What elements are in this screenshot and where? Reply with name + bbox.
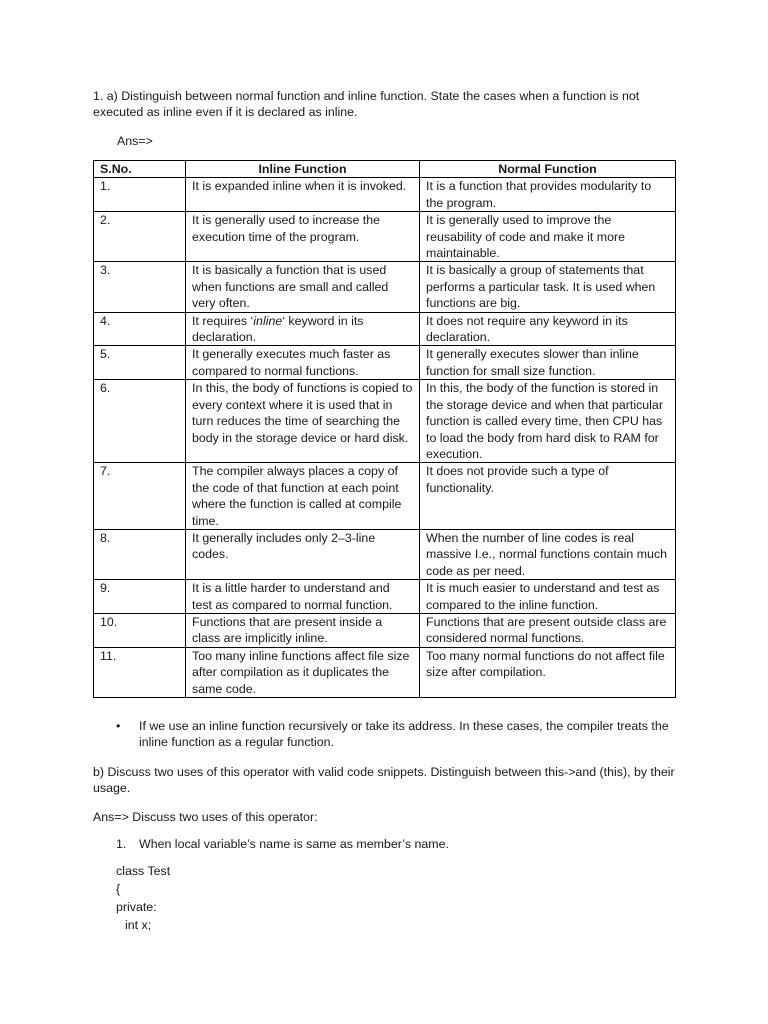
cell-inline: Too many inline functions affect file size after compilation as it duplicates the same code. [186,647,420,697]
item-number: 1. [116,837,127,851]
cell-sno: 6. [94,380,186,463]
cell-sno: 9. [94,580,186,614]
inline-text-post: ‘ keyword in its declaration. [192,313,364,345]
cell-sno: 7. [94,463,186,530]
table-row [94,613,676,647]
item-text: When local variable’s name is same as member’s name. [139,837,449,851]
cell-inline: It generally executes much faster as compared to normal functions. [186,346,420,380]
cell-normal: It does not provide such a type of functionality. [420,463,676,530]
cell-inline [186,312,420,346]
header-sno: S.No. [94,161,186,178]
bullet-symbol: • [116,719,121,733]
cell-sno: 8. [94,529,186,579]
cell-inline: It is generally used to increase the execution time of the program. [186,212,420,262]
cell-sno: 5. [94,346,186,380]
cell-inline: In this, the body of functions is copied to every context where it is used that in turn reduces the time of searching the body in the storage device or hard disk. [186,380,420,463]
cell-normal: It generally executes slower than inline function for small size function. [420,346,676,380]
inline-keyword: inline [253,313,283,328]
cell-sno: 3. [94,262,186,312]
cell-normal: It is much easier to understand and test as compared to the inline function. [420,580,676,614]
table-row [94,580,676,614]
question-b: b) Discuss two uses of this operator with valid code snippets. Distinguish between this->and (this), by their usage. [93,765,675,796]
answer-label-a: Ans=> [117,134,153,148]
table-row [94,529,676,579]
cell-inline: The compiler always places a copy of the code of that function at each point where the function is called at compile time. [186,463,420,530]
code-line: private: [116,900,157,914]
table-row [94,178,676,212]
cell-inline: It is basically a function that is used when functions are small and called very often. [186,262,420,312]
table-row [94,380,676,463]
code-snippet [116,863,170,935]
header-normal-function: Normal Function [420,161,676,178]
table-row [94,346,676,380]
cell-inline: Functions that are present inside a class are implicitly inline. [186,613,420,647]
cell-sno: 1. [94,178,186,212]
header-inline-function: Inline Function [186,161,420,178]
comparison-table [93,160,676,698]
table-row [94,312,676,346]
cell-sno: 10. [94,613,186,647]
cell-normal: It is generally used to improve the reusability of code and make it more maintainable. [420,212,676,262]
cell-inline: It generally includes only 2–3-line codes. [186,529,420,579]
answer-b: Ans=> Discuss two uses of this operator: [93,810,318,824]
cell-sno: 2. [94,212,186,262]
cell-normal: Functions that are present outside class are considered normal functions. [420,613,676,647]
cell-normal: It is a function that provides modularity to the program. [420,178,676,212]
cell-inline: It is expanded inline when it is invoked. [186,178,420,212]
table-header-row [94,161,676,178]
cell-normal: When the number of line codes is real massive I.e., normal functions contain much code as per need. [420,529,676,579]
bullet-text: If we use an inline function recursively or take its address. In these cases, the compiler treats the inline function as a regular function. [139,719,669,750]
table-row [94,463,676,530]
cell-inline: It is a little harder to understand and test as compared to normal function. [186,580,420,614]
cell-sno: 11. [94,647,186,697]
inline-text-pre: It requires ‘ [192,313,254,328]
cell-normal: Too many normal functions do not affect file size after compilation. [420,647,676,697]
cell-sno: 4. [94,312,186,346]
table-row [94,212,676,262]
question-a: 1. a) Distinguish between normal function and inline function. State the cases when a function is not executed as inline even if it is declared as inline. [93,89,640,120]
code-line: int x; [125,918,152,932]
code-line: { [116,882,121,896]
table-row [94,262,676,312]
code-line: class Test [116,864,171,878]
cell-normal: It does not require any keyword in its declaration. [420,312,676,346]
bullet-item [116,718,676,751]
cell-normal: It is basically a group of statements that performs a particular task. It is used when functions are big. [420,262,676,312]
table-row [94,647,676,697]
cell-normal: In this, the body of the function is stored in the storage device and when that particular function is called every time, then CPU has to load the body from hard disk to RAM for execution. [420,380,676,463]
